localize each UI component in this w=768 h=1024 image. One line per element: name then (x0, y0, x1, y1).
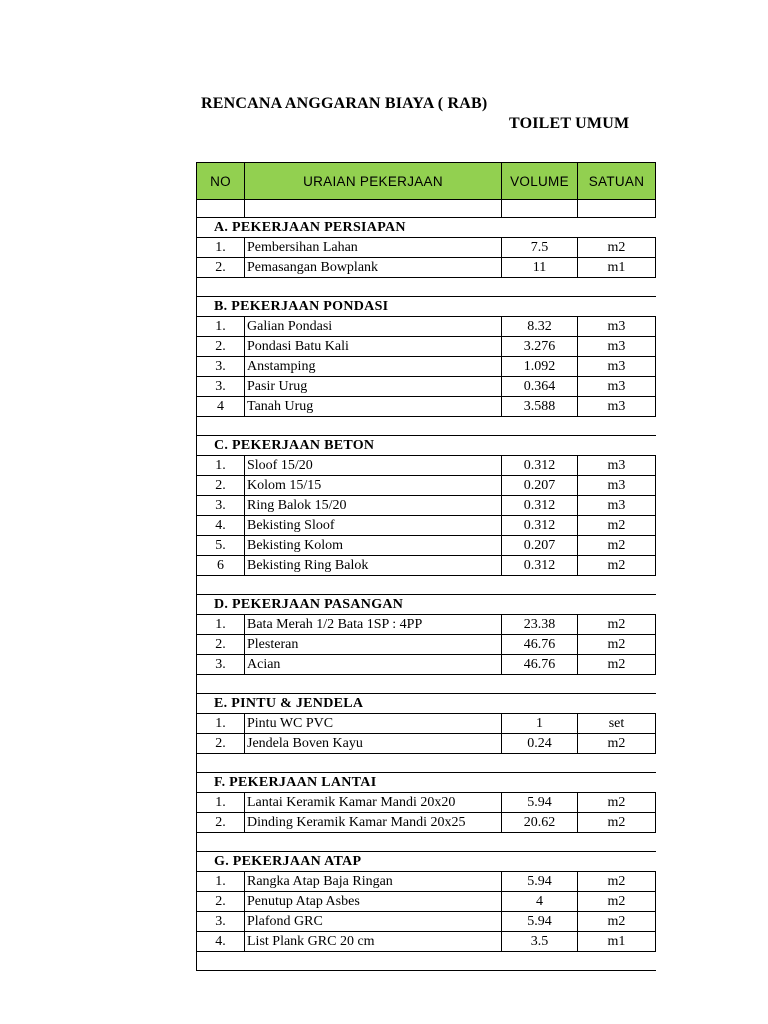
item-unit: m1 (578, 932, 656, 952)
item-no: 2. (197, 813, 245, 833)
item-description: Pasir Urug (245, 377, 502, 397)
spacer-cell (197, 576, 656, 595)
item-no: 1. (197, 872, 245, 892)
item-no: 4. (197, 516, 245, 536)
item-unit: m3 (578, 317, 656, 337)
item-unit: m2 (578, 238, 656, 258)
item-unit: m3 (578, 377, 656, 397)
table-row (197, 655, 656, 675)
item-no: 1. (197, 615, 245, 635)
item-unit: set (578, 714, 656, 734)
item-no: 2. (197, 635, 245, 655)
section-header-row (197, 773, 656, 793)
table-row (197, 337, 656, 357)
item-unit: m3 (578, 476, 656, 496)
item-unit: m3 (578, 397, 656, 417)
item-no: 3. (197, 912, 245, 932)
item-description: Lantai Keramik Kamar Mandi 20x20 (245, 793, 502, 813)
item-no: 5. (197, 536, 245, 556)
section-title: G. PEKERJAAN ATAP (197, 852, 656, 872)
item-no: 1. (197, 317, 245, 337)
item-volume: 3.588 (502, 397, 578, 417)
rab-table-body (197, 163, 656, 971)
item-volume: 3.276 (502, 337, 578, 357)
spacer-row (197, 576, 656, 595)
item-no: 3. (197, 496, 245, 516)
item-description: Rangka Atap Baja Ringan (245, 872, 502, 892)
item-volume: 0.312 (502, 516, 578, 536)
table-row (197, 872, 656, 892)
table-row (197, 456, 656, 476)
item-description: Pemasangan Bowplank (245, 258, 502, 278)
item-description: Dinding Keramik Kamar Mandi 20x25 (245, 813, 502, 833)
blank-cell (502, 200, 578, 218)
section-header-row (197, 218, 656, 238)
item-description: Galian Pondasi (245, 317, 502, 337)
item-unit: m2 (578, 872, 656, 892)
item-no: 2. (197, 337, 245, 357)
item-no: 1. (197, 456, 245, 476)
item-volume: 5.94 (502, 872, 578, 892)
item-description: Anstamping (245, 357, 502, 377)
spacer-row (197, 754, 656, 773)
page-title: RENCANA ANGGARAN BIAYA ( RAB) (201, 95, 488, 112)
item-volume: 1 (502, 714, 578, 734)
item-no: 1. (197, 714, 245, 734)
table-row (197, 932, 656, 952)
table-row (197, 536, 656, 556)
item-volume: 46.76 (502, 635, 578, 655)
item-volume: 0.24 (502, 734, 578, 754)
item-no: 4. (197, 932, 245, 952)
item-unit: m2 (578, 892, 656, 912)
item-no: 3. (197, 655, 245, 675)
item-unit: m2 (578, 912, 656, 932)
item-no: 3. (197, 377, 245, 397)
table-row (197, 793, 656, 813)
rab-table (196, 162, 656, 971)
table-row (197, 357, 656, 377)
spacer-row (197, 833, 656, 852)
spacer-cell (197, 675, 656, 694)
item-volume: 0.312 (502, 456, 578, 476)
item-description: Acian (245, 655, 502, 675)
item-unit: m2 (578, 635, 656, 655)
blank-row (197, 200, 656, 218)
spacer-cell (197, 278, 656, 297)
header-uraian: URAIAN PEKERJAAN (245, 163, 502, 200)
table-row (197, 377, 656, 397)
spacer-row (197, 952, 656, 971)
item-description: Bekisting Kolom (245, 536, 502, 556)
item-volume: 0.364 (502, 377, 578, 397)
item-unit: m3 (578, 496, 656, 516)
spacer-row (197, 278, 656, 297)
item-volume: 5.94 (502, 912, 578, 932)
item-volume: 4 (502, 892, 578, 912)
item-volume: 5.94 (502, 793, 578, 813)
section-title: C. PEKERJAAN BETON (197, 436, 656, 456)
item-unit: m2 (578, 655, 656, 675)
item-no: 2. (197, 258, 245, 278)
spacer-row (197, 417, 656, 436)
section-header-row (197, 595, 656, 615)
section-title: A. PEKERJAAN PERSIAPAN (197, 218, 656, 238)
header-satuan: SATUAN (578, 163, 656, 200)
item-description: Pintu WC PVC (245, 714, 502, 734)
section-title: F. PEKERJAAN LANTAI (197, 773, 656, 793)
item-description: List Plank GRC 20 cm (245, 932, 502, 952)
header-volume: VOLUME (502, 163, 578, 200)
item-description: Penutup Atap Asbes (245, 892, 502, 912)
item-volume: 3.5 (502, 932, 578, 952)
item-unit: m3 (578, 456, 656, 476)
item-volume: 0.312 (502, 556, 578, 576)
item-volume: 11 (502, 258, 578, 278)
spacer-row (197, 675, 656, 694)
blank-cell (197, 200, 245, 218)
item-description: Bekisting Ring Balok (245, 556, 502, 576)
item-no: 2. (197, 476, 245, 496)
table-row (197, 476, 656, 496)
item-description: Tanah Urug (245, 397, 502, 417)
item-volume: 20.62 (502, 813, 578, 833)
item-volume: 0.207 (502, 476, 578, 496)
item-unit: m2 (578, 793, 656, 813)
item-unit: m3 (578, 337, 656, 357)
item-no: 2. (197, 892, 245, 912)
item-no: 2. (197, 734, 245, 754)
table-row (197, 635, 656, 655)
section-header-row (197, 297, 656, 317)
item-unit: m2 (578, 813, 656, 833)
table-row (197, 516, 656, 536)
section-title: E. PINTU & JENDELA (197, 694, 656, 714)
spacer-cell (197, 952, 656, 971)
header-no: NO (197, 163, 245, 200)
item-description: Bekisting Sloof (245, 516, 502, 536)
item-description: Pondasi Batu Kali (245, 337, 502, 357)
section-header-row (197, 436, 656, 456)
item-no: 1. (197, 793, 245, 813)
item-description: Ring Balok 15/20 (245, 496, 502, 516)
item-no: 1. (197, 238, 245, 258)
section-title: B. PEKERJAAN PONDASI (197, 297, 656, 317)
blank-cell (245, 200, 502, 218)
page-subtitle: TOILET UMUM (509, 115, 630, 132)
item-description: Sloof 15/20 (245, 456, 502, 476)
item-description: Pembersihan Lahan (245, 238, 502, 258)
item-description: Bata Merah 1/2 Bata 1SP : 4PP (245, 615, 502, 635)
item-description: Plesteran (245, 635, 502, 655)
item-description: Plafond GRC (245, 912, 502, 932)
table-row (197, 317, 656, 337)
table-row (197, 556, 656, 576)
table-row (197, 813, 656, 833)
item-unit: m1 (578, 258, 656, 278)
blank-cell (578, 200, 656, 218)
section-header-row (197, 852, 656, 872)
item-unit: m2 (578, 556, 656, 576)
table-row (197, 496, 656, 516)
table-row (197, 892, 656, 912)
table-row (197, 258, 656, 278)
spacer-cell (197, 754, 656, 773)
section-title: D. PEKERJAAN PASANGAN (197, 595, 656, 615)
table-row (197, 734, 656, 754)
item-no: 3. (197, 357, 245, 377)
item-volume: 7.5 (502, 238, 578, 258)
item-unit: m2 (578, 615, 656, 635)
item-volume: 8.32 (502, 317, 578, 337)
item-no: 6 (197, 556, 245, 576)
item-description: Kolom 15/15 (245, 476, 502, 496)
item-unit: m2 (578, 734, 656, 754)
section-header-row (197, 694, 656, 714)
item-volume: 1.092 (502, 357, 578, 377)
spacer-cell (197, 833, 656, 852)
item-unit: m3 (578, 357, 656, 377)
item-volume: 46.76 (502, 655, 578, 675)
item-volume: 23.38 (502, 615, 578, 635)
item-description: Jendela Boven Kayu (245, 734, 502, 754)
table-row (197, 397, 656, 417)
table-row (197, 714, 656, 734)
spacer-cell (197, 417, 656, 436)
item-volume: 0.312 (502, 496, 578, 516)
table-row (197, 615, 656, 635)
table-row (197, 912, 656, 932)
item-no: 4 (197, 397, 245, 417)
header-row (197, 163, 656, 200)
item-unit: m2 (578, 516, 656, 536)
item-volume: 0.207 (502, 536, 578, 556)
table-row (197, 238, 656, 258)
item-unit: m2 (578, 536, 656, 556)
